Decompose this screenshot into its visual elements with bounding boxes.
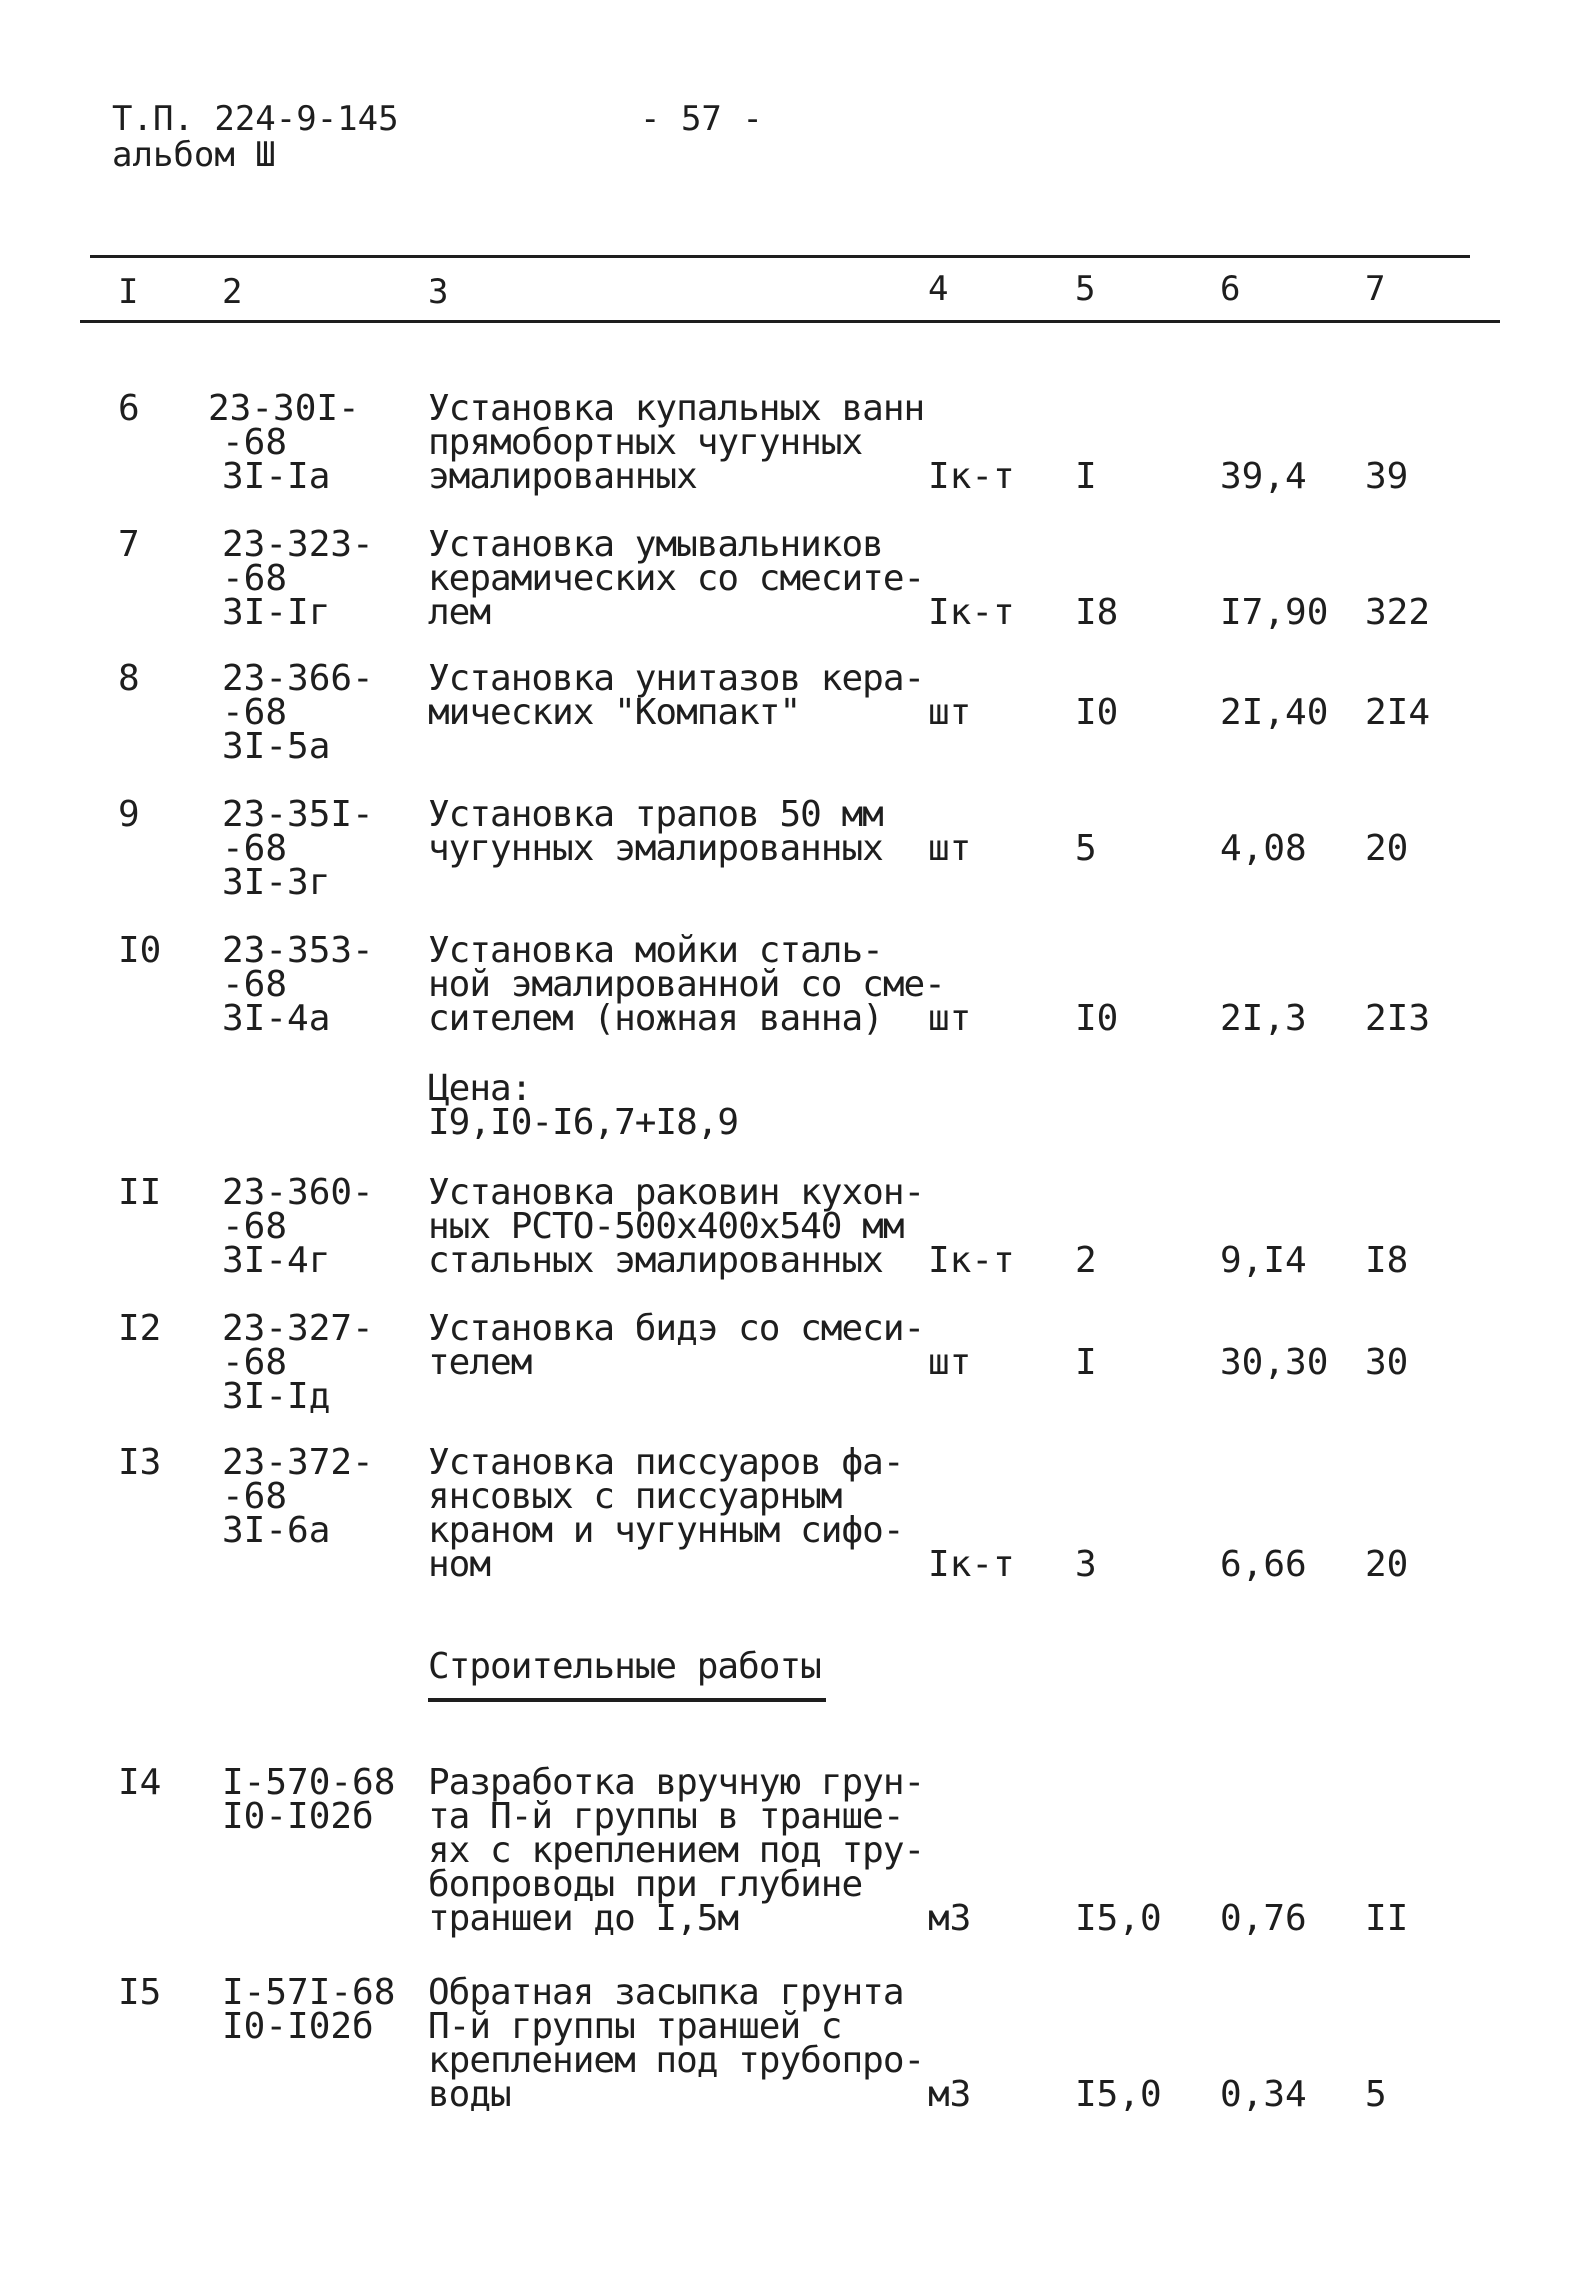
- column-header-1: I: [118, 272, 139, 312]
- unit-price-cell: 39,4: [1220, 456, 1307, 497]
- unit-cell: Iк-т: [928, 1544, 1015, 1585]
- row-number: I5: [118, 1972, 162, 2013]
- table-header-rule: [80, 320, 1500, 323]
- quantity-cell: I0: [1075, 998, 1119, 1039]
- unit-price-cell: 6,66: [1220, 1544, 1307, 1585]
- column-header-6: 6: [1220, 269, 1241, 309]
- norm-code-line: 3I-4г: [222, 1240, 331, 1281]
- norm-code-line: 23-360-: [222, 1172, 374, 1213]
- work-description-line: Установка умывальников: [428, 524, 883, 565]
- work-description-line: краном и чугунным сифо-: [428, 1510, 904, 1551]
- row-number: I2: [118, 1308, 162, 1349]
- row-number: I0: [118, 930, 162, 971]
- norm-code-line: 23-35I-: [222, 794, 374, 835]
- norm-code-line: -68: [222, 558, 288, 599]
- column-header-7: 7: [1365, 269, 1386, 309]
- norm-code-line: 23-323-: [222, 524, 374, 565]
- row-number: 6: [118, 388, 140, 429]
- quantity-cell: I0: [1075, 692, 1119, 733]
- total-cell: II: [1365, 1898, 1409, 1939]
- work-description-line: телем: [428, 1342, 532, 1383]
- norm-code-line: 23-372-: [222, 1442, 374, 1483]
- work-description-line: сителем (ножная ванна): [428, 998, 883, 1039]
- work-description-line: мических "Компакт": [428, 692, 801, 733]
- section-title: Строительные работы: [428, 1646, 821, 1687]
- unit-cell: Iк-т: [928, 592, 1015, 633]
- work-description-line: Установка купальных ванн: [428, 388, 925, 429]
- work-description-line: П-й группы траншей с: [428, 2006, 842, 2047]
- norm-code-line: -68: [222, 828, 288, 869]
- norm-code-line: -68: [222, 1206, 288, 1247]
- norm-code-line: 3I-4a: [222, 998, 331, 1039]
- total-cell: 2I4: [1365, 692, 1431, 733]
- page-number: - 57 -: [640, 99, 763, 139]
- column-header-2: 2: [222, 272, 243, 312]
- unit-cell: шт: [928, 1342, 972, 1383]
- row-number: 8: [118, 658, 140, 699]
- work-description-line: бопроводы при глубине: [428, 1864, 863, 1905]
- total-cell: 30: [1365, 1342, 1409, 1383]
- work-description-line: ной эмалированной со сме-: [428, 964, 945, 1005]
- work-description-line: янсовых с писсуарным: [428, 1476, 842, 1517]
- quantity-cell: I5,0: [1075, 2074, 1162, 2115]
- work-description-line: та П-й группы в траншe-: [428, 1796, 904, 1837]
- album-label: альбом Ш: [112, 135, 276, 175]
- work-description-line: Обратная засыпка грунта: [428, 1972, 904, 2013]
- unit-cell: м3: [928, 2074, 972, 2115]
- price-note-formula: I9,I0-I6,7+I8,9: [428, 1102, 739, 1143]
- section-title-underline: [428, 1698, 826, 1702]
- unit-cell: шт: [928, 998, 972, 1039]
- row-number: II: [118, 1172, 162, 1213]
- column-header-3: 3: [428, 272, 449, 312]
- quantity-cell: I8: [1075, 592, 1119, 633]
- norm-code-line: -68: [222, 1476, 288, 1517]
- norm-code-line: 23-327-: [222, 1308, 374, 1349]
- norm-code-line: -68: [222, 692, 288, 733]
- unit-cell: Iк-т: [928, 456, 1015, 497]
- work-description-line: креплением под трубопро-: [428, 2040, 925, 2081]
- norm-code-line: 3I-5a: [222, 726, 331, 767]
- norm-code-line: 3I-Iд: [222, 1376, 331, 1417]
- work-description-line: ном: [428, 1544, 491, 1585]
- work-description-line: ных РСТО-500х400х540 мм: [428, 1206, 904, 1247]
- quantity-cell: 5: [1075, 828, 1097, 869]
- total-cell: 5: [1365, 2074, 1387, 2115]
- unit-price-cell: 2I,3: [1220, 998, 1307, 1039]
- doc-reference: Т.П. 224-9-145: [112, 99, 399, 139]
- work-description-line: прямобортных чугунных: [428, 422, 863, 463]
- norm-code-line: -68: [222, 1342, 288, 1383]
- unit-price-cell: I7,90: [1220, 592, 1329, 633]
- unit-price-cell: 0,76: [1220, 1898, 1307, 1939]
- work-description-line: стальных эмалированных: [428, 1240, 883, 1281]
- norm-code-line: 3I-Ia: [222, 456, 331, 497]
- row-number: 7: [118, 524, 140, 565]
- column-header-5: 5: [1075, 269, 1096, 309]
- column-header-4: 4: [928, 269, 949, 309]
- total-cell: 39: [1365, 456, 1409, 497]
- work-description-line: эмалированных: [428, 456, 697, 497]
- norm-code-line: I-570-68: [222, 1762, 396, 1803]
- unit-price-cell: 9,I4: [1220, 1240, 1307, 1281]
- quantity-cell: I5,0: [1075, 1898, 1162, 1939]
- work-description-line: воды: [428, 2074, 511, 2115]
- unit-cell: Iк-т: [928, 1240, 1015, 1281]
- work-description-line: Установка мойки сталь-: [428, 930, 883, 971]
- work-description-line: чугунных эмалированных: [428, 828, 883, 869]
- norm-code-line: -68: [222, 964, 288, 1005]
- norm-code-line: 3I-3г: [222, 862, 331, 903]
- total-cell: 20: [1365, 1544, 1409, 1585]
- work-description-line: Установка унитазов кера-: [428, 658, 925, 699]
- work-description-line: Установка писсуаров фа-: [428, 1442, 904, 1483]
- total-cell: 2I3: [1365, 998, 1431, 1039]
- work-description-line: Установка бидэ со смеси-: [428, 1308, 925, 1349]
- norm-code-line: I-57I-68: [222, 1972, 396, 2013]
- norm-code-line: 23-353-: [222, 930, 374, 971]
- unit-cell: м3: [928, 1898, 972, 1939]
- work-description-line: траншеи до I,5м: [428, 1898, 739, 1939]
- row-number: 9: [118, 794, 140, 835]
- row-number: I3: [118, 1442, 162, 1483]
- norm-code-line: 23-366-: [222, 658, 374, 699]
- quantity-cell: I: [1075, 456, 1097, 497]
- unit-price-cell: 4,08: [1220, 828, 1307, 869]
- work-description-line: Установка раковин кухон-: [428, 1172, 925, 1213]
- table-top-rule: [90, 255, 1470, 258]
- norm-code-line: I0-I02б: [222, 1796, 374, 1837]
- row-number: I4: [118, 1762, 162, 1803]
- norm-code-line: 3I-6a: [222, 1510, 331, 1551]
- unit-price-cell: 30,30: [1220, 1342, 1329, 1383]
- unit-cell: шт: [928, 828, 972, 869]
- work-description-line: ях с креплением под тру-: [428, 1830, 925, 1871]
- price-note-label: Цена:: [428, 1068, 532, 1109]
- quantity-cell: 3: [1075, 1544, 1097, 1585]
- quantity-cell: 2: [1075, 1240, 1097, 1281]
- total-cell: I8: [1365, 1240, 1409, 1281]
- total-cell: 20: [1365, 828, 1409, 869]
- total-cell: 322: [1365, 592, 1431, 633]
- work-description-line: лем: [428, 592, 491, 633]
- unit-price-cell: 2I,40: [1220, 692, 1329, 733]
- work-description-line: керамических со смесите-: [428, 558, 925, 599]
- norm-code-line: 3I-Iг: [222, 592, 331, 633]
- work-description-line: Разработка вручную грун-: [428, 1762, 925, 1803]
- unit-price-cell: 0,34: [1220, 2074, 1307, 2115]
- unit-cell: шт: [928, 692, 972, 733]
- work-description-line: Установка трапов 50 мм: [428, 794, 883, 835]
- quantity-cell: I: [1075, 1342, 1097, 1383]
- norm-code-line: -68: [222, 422, 288, 463]
- norm-code-line: 23-30I-: [208, 388, 360, 429]
- norm-code-line: I0-I02б: [222, 2006, 374, 2047]
